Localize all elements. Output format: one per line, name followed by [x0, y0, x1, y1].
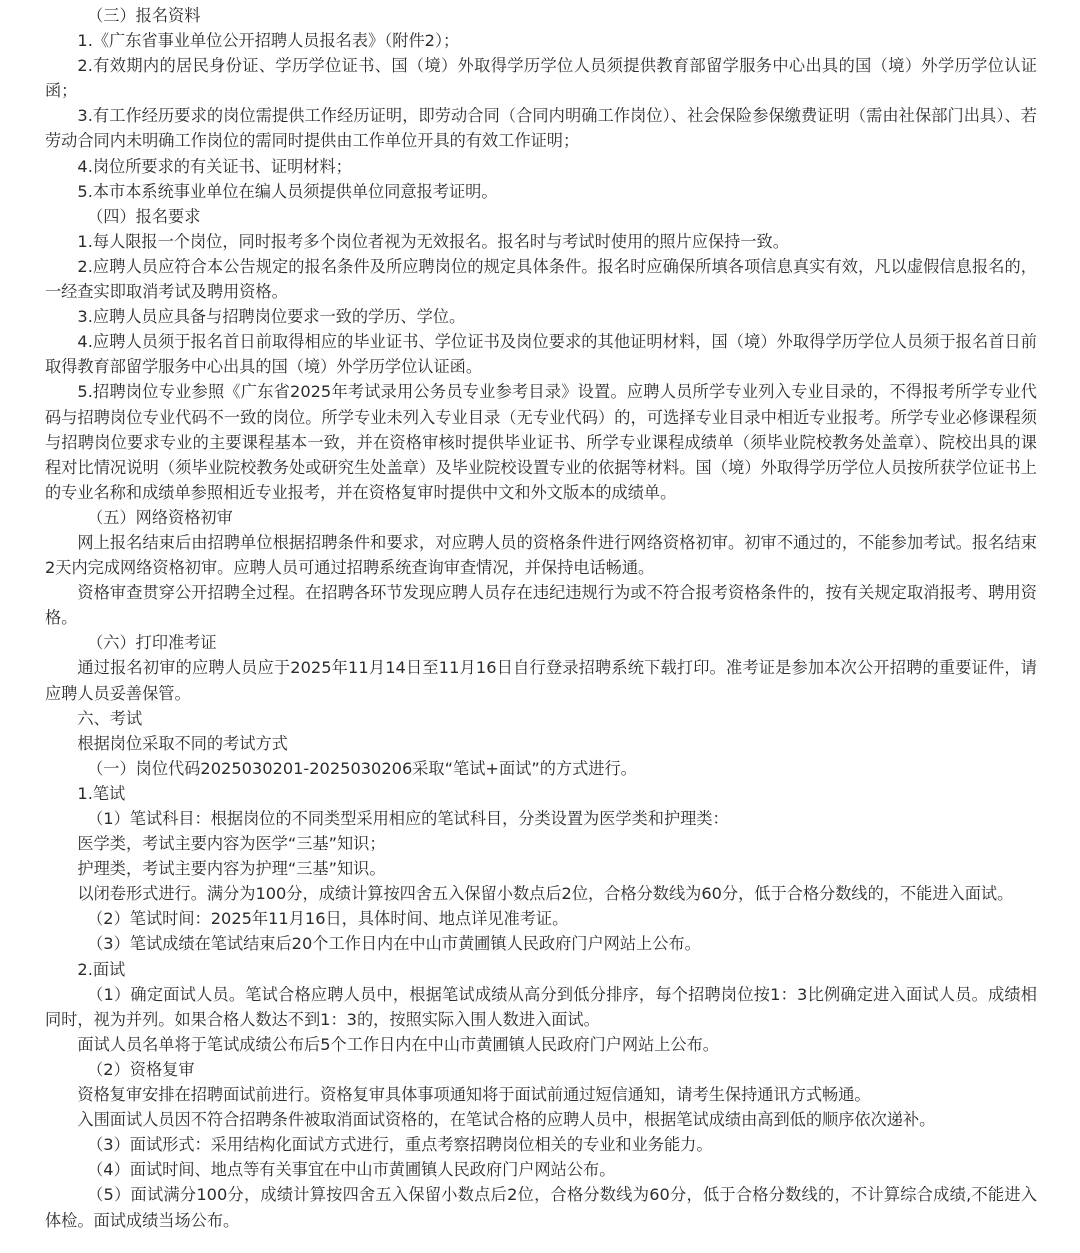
section-heading-registration-materials: （三）报名资料 — [87, 6, 201, 25]
section-heading-admission-ticket: （六）打印准考证 — [87, 633, 217, 653]
paragraph: 根据岗位采取不同的考试方式 — [77, 733, 288, 753]
paragraph: 1.每人限报一个岗位，同时报考多个岗位者视为无效报名。报名时与考试时使用的照片应保持一致。 — [77, 231, 789, 251]
paragraph: 3.应聘人员应具备与招聘岗位要求一致的学历、学位。 — [77, 307, 466, 327]
paragraph: 入围面试人员因不符合招聘条件被取消面试资格的，在笔试合格的应聘人员中，根据笔试成绩由高到低的顺序依次递补。 — [77, 1110, 936, 1130]
paragraph: （2）资格复审 — [87, 1059, 195, 1079]
paragraph: 以闭卷形式进行。满分为100分，成绩计算按四舍五入保留小数点后2位，合格分数线为60分，低于合格分数线的，不能进入面试。 — [77, 884, 1014, 904]
paragraph: 2.有效期内的居民身份证、学历学位证书、国（境）外取得学历学位人员须提供教育部留学服务中心出具的国（境）外学历学位认证函； — [45, 56, 1037, 101]
paragraph: 4.应聘人员须于报名首日前取得相应的毕业证书、学位证书及岗位要求的其他证明材料，国（境）外取得学历学位人员须于报名首日前取得教育部留学服务中心出具的国（境）外学历学位认证函。 — [45, 332, 1037, 377]
paragraph: 通过报名初审的应聘人员应于2025年11月14日至11月16日自行登录招聘系统下载打印。准考证是参加本次公开招聘的重要证件，请应聘人员妥善保管。 — [45, 658, 1037, 703]
paragraph: 4.岗位所要求的有关证书、证明材料； — [77, 156, 352, 176]
paragraph: （1）确定面试人员。笔试合格应聘人员中，根据笔试成绩从高分到低分排序，每个招聘岗位按1：3比例确定进入面试人员。成绩相同时，视为并列。如果合格人数达不到1：3的，按照实际入围人数进入面试。 — [45, 984, 1037, 1029]
paragraph: 护理类，考试主要内容为护理“三基”知识。 — [77, 859, 386, 879]
paragraph: 医学类，考试主要内容为医学“三基”知识； — [77, 834, 386, 854]
subheading-interview: 2.面试 — [77, 959, 126, 979]
paragraph: （2）笔试时间：2025年11月16日，具体时间、地点详见准考证。 — [87, 909, 569, 929]
section-heading-written-interview: （一）岗位代码2025030201-2025030206采取“笔试+面试”的方式进行。 — [87, 758, 637, 778]
paragraph: 网上报名结束后由招聘单位根据招聘条件和要求，对应聘人员的资格条件进行网络资格初审。初审不通过的，不能参加考试。报名结束2天内完成网络资格初审。应聘人员可通过招聘系统查询审查情况，并保持电话畅通。 — [45, 532, 1037, 578]
section-heading-online-review: （五）网络资格初审 — [87, 507, 233, 527]
paragraph: 面试人员名单将于笔试成绩公布后5个工作日内在中山市黄圃镇人民政府门户网站上公布。 — [77, 1034, 719, 1054]
subheading-written-exam: 1.笔试 — [77, 783, 126, 803]
paragraph: （1）笔试科目：根据岗位的不同类型采用相应的笔试科目，分类设置为医学类和护理类： — [87, 809, 729, 828]
paragraph: 资格审查贯穿公开招聘全过程。在招聘各环节发现应聘人员存在违纪违规行为或不符合报考资格条件的，按有关规定取消报考、聘用资格。 — [45, 583, 1037, 628]
document-body — [45, 3, 1037, 1233]
paragraph: 1.《广东省事业单位公开招聘人员报名表》（附件2）； — [77, 31, 460, 51]
paragraph: 资格复审安排在招聘面试前进行。资格复审具体事项通知将于面试前通过短信通知，请考生保持通讯方式畅通。 — [77, 1085, 871, 1105]
paragraph: （3）面试形式：采用结构化面试方式进行，重点考察招聘岗位相关的专业和业务能力。 — [87, 1135, 713, 1155]
paragraph: 2.应聘人员应符合本公告规定的报名条件及所应聘岗位的规定具体条件。报名时应确保所填各项信息真实有效，凡以虚假信息报名的，一经查实即取消考试及聘用资格。 — [45, 256, 1037, 302]
paragraph: （4）面试时间、地点等有关事宜在中山市黄圃镇人民政府门户网站公布。 — [87, 1160, 616, 1180]
paragraph: （3）笔试成绩在笔试结束后20个工作日内在中山市黄圃镇人民政府门户网站上公布。 — [87, 934, 701, 954]
paragraph: 5.本市本系统事业单位在编人员须提供单位同意报考证明。 — [77, 181, 498, 201]
paragraph: 3.有工作经历要求的岗位需提供工作经历证明，即劳动合同（合同内明确工作岗位）、社会保险参保缴费证明（需由社保部门出具）、若劳动合同内未明确工作岗位的需同时提供由工作单位开具的有效工作证明； — [45, 106, 1037, 151]
paragraph: （5）面试满分100分，成绩计算按四舍五入保留小数点后2位，合格分数线为60分，低于合格分数线的，不计算综合成绩,不能进入体检。面试成绩当场公布。 — [45, 1185, 1037, 1230]
section-heading-registration-requirements: （四）报名要求 — [87, 206, 201, 226]
chapter-heading-exam: 六、考试 — [77, 708, 143, 728]
paragraph: 5.招聘岗位专业参照《广东省2025年考试录用公务员专业参考目录》设置。应聘人员所学专业列入专业目录的，不得报考所学专业代码与招聘岗位专业代码不一致的岗位。所学专业未列入专业目录（无专业代码）的，可选择专业目录中相近专业报考。所学专业必修课程须与招聘岗位要求专业的主要课程基本一致，并在资格审核时提供毕业证书、所学专业课程成绩单（须毕业院校教务处盖章）、院校出具的课程对比情况说明（须毕业院校教务处或研究生处盖章）及毕业院校设置专业的依据等材料。国（境）外取得学历学位人员按所获学位证书上的专业名称和成绩单参照相近专业报考，并在资格复审时提供中文和外文版本的成绩单。 — [45, 382, 1037, 502]
